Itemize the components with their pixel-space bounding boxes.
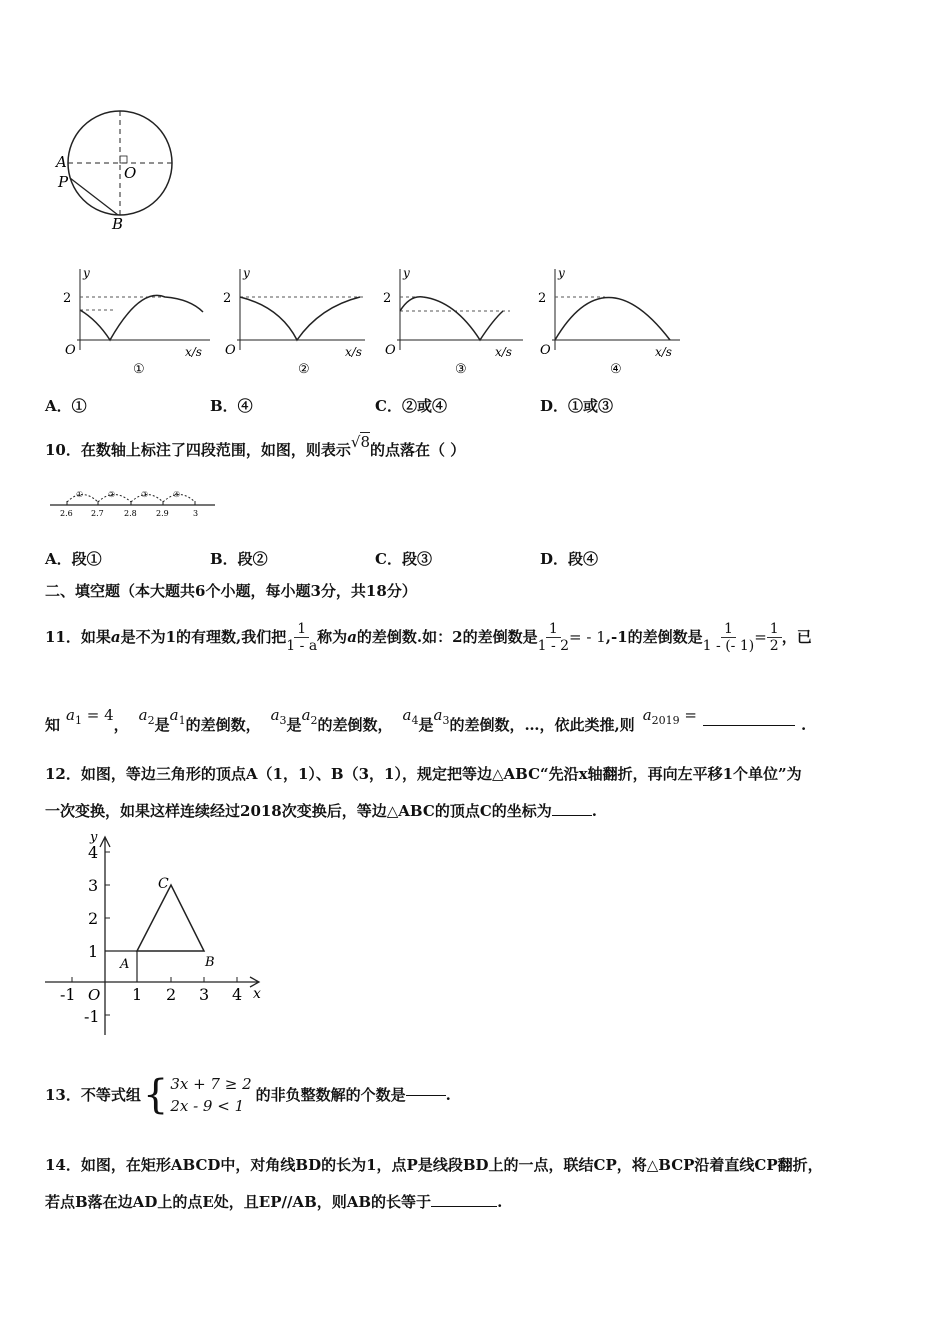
q11-line-2 [45,706,807,738]
q11-text: 是 [418,716,434,734]
q13-prefix: 13．不等式组 [45,1086,141,1104]
tick-label: 2.8 [124,509,137,518]
q11-text: 的差倒数， [185,716,261,734]
a1-expr: $a_1 = 4$ [66,706,114,727]
label-o: O [124,164,137,182]
label-a: A [56,153,67,171]
q11-text: 是 [154,716,170,734]
a2-symbol: $a_2$ [138,706,155,727]
sqrt-symbol: √ [350,433,361,451]
segment-1: ① [76,490,84,499]
y-label: y [558,266,565,280]
point-c-label: C [158,876,169,892]
q10-stem [45,433,466,460]
inequality-2: 2x - 9 < 1 [170,1097,245,1115]
left-brace: { [142,1072,169,1118]
x-tick-2: 2 [166,985,177,1004]
tick-label: 2.9 [156,509,169,518]
y-label: y [403,266,410,280]
q10-option-a[interactable]: A．段① [45,550,102,568]
origin-label: O [88,986,101,1004]
y-label: y [243,266,250,280]
tick-2: 2 [538,291,547,306]
section-2-title: 二、填空题（本大题共6个小题，每小题3分，共18分） [45,582,417,600]
q12-answer-blank[interactable] [552,815,592,816]
q14-text: 若点B落在边AD上的点E处，且EP//AB，则AB的长等于 [45,1193,432,1211]
q14-answer-blank[interactable] [431,1206,497,1207]
x-label: x/s [185,345,202,359]
x-label: x/s [345,345,362,359]
y-tick-neg1: -1 [84,1007,100,1026]
graph-number: ④ [610,362,622,377]
tick-label: 3 [193,509,199,518]
q12-text: 一次变换，如果这样连续经过2018次变换后，等边△ABC的顶点C的坐标为 [45,802,552,820]
q14-line-2 [45,1192,502,1212]
equals-minus-1: = - 1 [569,628,606,646]
q11-text: ，已 [781,628,812,646]
right-angle-mark [120,156,127,163]
q13-line [45,1070,451,1120]
x-label: x [253,986,261,1002]
q13-suffix: 的非负整数解的个数是 [255,1086,406,1104]
inequality-system [170,1073,251,1117]
q11-text: 的差倒数，…，依此类推,则 [449,716,635,734]
q13-answer-blank[interactable] [406,1095,446,1096]
fraction-1-over-1-minus-2: $\frac{1}{1 - 2}$ [537,620,570,654]
a2019-expr: $a_{2019}$ = [642,706,697,727]
radicand: 8 [360,433,370,451]
x-label: x/s [495,345,512,359]
segment-2: ② [108,490,116,499]
a3-symbol: $a_3$ [270,706,287,727]
x-tick-3: 3 [199,985,210,1004]
q10-suffix: 的点落在（ ） [370,441,466,459]
q11-line-1 [45,612,812,662]
q11-text: 的差倒数， [317,716,393,734]
y-tick-2: 2 [88,909,99,928]
graph-1 [55,265,215,380]
q10-prefix: 10．在数轴上标注了四段范围，如图，则表示 [45,441,351,459]
q9-option-d[interactable]: D．①或③ [540,397,614,415]
x-label: x/s [655,345,672,359]
curve [240,297,360,340]
tick-label: 2.6 [60,509,73,518]
fraction-1-over-1-minus-a: $\frac{1}{1 - a}$ [286,620,318,654]
q10-option-c[interactable]: C．段③ [375,550,432,568]
q11-text: 是不为1的有理数,我们把 [120,628,287,646]
point-b-label: B [205,955,215,970]
tick-2: 2 [63,291,72,306]
q12-line-2 [45,801,597,821]
q12-text: . [591,802,597,820]
y-tick-4: 4 [88,843,99,862]
fraction-1-over-2: $\frac{1}{2}$ [767,621,782,654]
q11-text: 11．如果 [45,628,111,646]
a3-symbol: $a_3$ [433,706,450,727]
x-tick-4: 4 [232,985,243,1004]
equals: = [754,628,767,646]
q9-option-b[interactable]: B．④ [210,397,253,415]
graph-number: ② [298,362,310,377]
segment-4: ④ [173,490,181,499]
circle-figure [50,105,190,240]
graph-number: ① [133,362,145,377]
y-label: y [83,266,90,280]
origin-label: O [385,343,396,358]
tick-2: 2 [383,291,392,306]
var-a: a [347,628,357,646]
q11-answer-blank[interactable] [703,725,795,726]
q11-text: ,-1的差倒数是 [605,628,703,646]
q11-text: 是 [286,716,302,734]
q10-option-d[interactable]: D．段④ [540,550,599,568]
origin-label: O [65,343,76,358]
q12-coordinate-graph [40,830,270,1040]
q11-text: 知 [45,716,61,734]
origin-label: O [225,343,236,358]
q11-text: 称为 [317,628,348,646]
y-tick-1: 1 [88,942,99,961]
graph-3 [375,265,535,380]
graph-4 [530,265,690,380]
number-line [45,485,220,520]
q10-option-b[interactable]: B．段② [210,550,268,568]
q13-end: . [445,1086,451,1104]
a4-symbol: $a_4$ [402,706,419,727]
label-b: B [112,215,124,233]
y-tick-3: 3 [88,876,99,895]
x-tick-1: 1 [132,985,143,1004]
q9-option-a[interactable]: A．① [45,397,87,415]
chord-pb [70,178,118,215]
q12-line-1: 12．如图，等边三角形的顶点A（1，1）、B（3，1），规定把等边△ABC“先沿x轴翻折，再向左平移1个单位”为 [45,765,802,783]
var-a: a [110,628,121,646]
origin-label: O [540,343,551,358]
tick-label: 2.7 [91,509,104,518]
q11-text: ， [113,716,129,734]
graph-number: ③ [455,362,467,377]
a2-symbol: $a_2$ [301,706,318,727]
label-p: P [58,173,69,191]
graph-2 [215,265,375,380]
y-label: y [90,830,98,845]
tick-2: 2 [223,291,232,306]
q9-option-c[interactable]: C．②或④ [375,397,447,415]
q11-text: . [801,716,807,734]
curve [80,295,203,340]
triangle-abc [137,885,204,951]
fraction-1-over-1-minus-neg1: $\frac{1}{1 - (- 1)}$ [702,620,755,654]
point-a-label: A [120,957,130,972]
q14-text: . [497,1193,503,1211]
segment-3: ③ [141,490,149,499]
q14-line-1: 14．如图，在矩形ABCD中，对角线BD的长为1，点P是线段BD上的一点，联结CP，将△BCP沿着直线CP翻折， [45,1156,823,1174]
curve [400,297,503,340]
x-tick-neg1: -1 [60,985,76,1004]
a1-symbol: $a_1$ [169,706,186,727]
q11-text: 的差倒数.如：2的差倒数是 [356,628,538,646]
curve [555,298,670,341]
inequality-1: 3x + 7 ≥ 2 [170,1075,252,1093]
